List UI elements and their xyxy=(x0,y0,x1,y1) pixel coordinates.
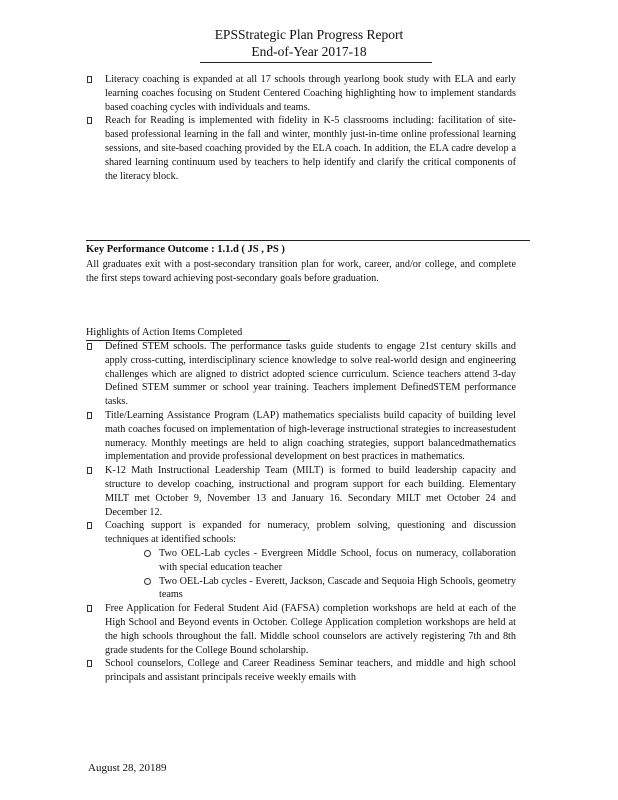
literacy-section xyxy=(86,73,516,183)
sub-bullet-text: Two OEL-Lab cycles - Evergreen Middle School, focus on numeracy, collaboration with special education teacher xyxy=(159,547,516,573)
sub-list-item xyxy=(86,575,516,603)
kpo-text: All graduates exit with a post-secondary transition plan for work, career, and/or college, and complete the first steps toward achieving post-secondary goals before graduation. xyxy=(86,259,516,284)
circle-bullet-icon xyxy=(144,578,151,585)
list-item xyxy=(86,519,516,547)
list-item xyxy=(86,602,516,657)
circle-bullet-icon xyxy=(144,550,151,557)
page-number: 9 xyxy=(161,762,167,774)
list-item xyxy=(86,114,516,183)
bullet-text: Title/Learning Assistance Program (LAP) mathematics specialists build capacity of building level math coaches focused on implementation of high-leverage instructional strategies to increasestudent numeracy. Monthly meetings are held to align coaching strategies, support balancedmathematics implementation and provide professional development on best practices in mathematics. xyxy=(105,409,516,463)
section-divider xyxy=(86,240,530,241)
list-item xyxy=(86,73,516,114)
bullet-box-icon xyxy=(87,76,92,83)
footer-date: August 28, 2018 xyxy=(88,762,162,774)
title-underline xyxy=(200,62,432,63)
bullet-box-icon xyxy=(87,343,92,350)
bullet-text: School counselors, College and Career Readiness Seminar teachers, and middle and high school principals and assistant principals receive weekly emails with xyxy=(105,658,516,684)
bullet-box-icon xyxy=(87,117,92,124)
bullet-text: K-12 Math Instructional Leadership Team (MILT) is formed to build leadership capacity and structure to develop coaching, instructional and program support for each building. Elementary MILT met October 9, November 13 and January 16. Secondary MILT met October 24 and December 12. xyxy=(105,465,516,518)
bullet-text: Reach for Reading is implemented with fidelity in K-5 classrooms including: facilitation of site-based professional learning in the fall and winter, monthly just-in-time online professional learning sessions, and site-based coaching provided by the ELA coach. In addition, the ELA cadre develop a shared learning continuum used by teachers to help identify and clarify the critical components of the literacy block. xyxy=(105,115,516,182)
bullet-text: Free Application for Federal Student Aid (FAFSA) completion workshops are held at each of the High School and Beyond events in October. College Application completion workshops are held at the high schools throughout the fall. Middle school counselors are actively registering 7th and 8th grade students for the College Bound scholarship. xyxy=(105,603,516,656)
highlights-heading: Highlights of Action Items Completed xyxy=(86,327,243,338)
page-footer xyxy=(88,762,167,774)
bullet-box-icon xyxy=(87,467,92,474)
bullet-text: Coaching support is expanded for numeracy, problem solving, questioning and discussion techniques at identified schools: xyxy=(105,520,516,546)
list-item xyxy=(86,340,516,409)
bullet-box-icon xyxy=(87,522,92,529)
list-item xyxy=(86,657,516,685)
report-subtitle: End-of-Year 2017-18 xyxy=(251,44,367,59)
bullet-text: Defined STEM schools. The performance tasks guide students to engage 21st century skills and apply cross-cutting, interdisciplinary science knowledge to solve real-world design and engineering challenges which are aligned to district adopted science curriculum. Science teachers attend 3-day Defined STEM summer or school year training. Teachers implement DefinedSTEM performance tasks. xyxy=(105,341,516,408)
sub-list-item xyxy=(86,547,516,575)
kpo-text-block xyxy=(86,258,516,286)
list-item xyxy=(86,464,516,519)
bullet-box-icon xyxy=(87,412,92,419)
bullet-box-icon xyxy=(87,605,92,612)
bullet-text: Literacy coaching is expanded at all 17 schools through yearlong book study with ELA and early learning coaches focusing on Student Centered Coaching highlighting how to implement standards based coaching cycles with individuals and teams. xyxy=(105,74,516,113)
bullet-box-icon xyxy=(87,660,92,667)
list-item xyxy=(86,409,516,464)
sub-bullet-text: Two OEL-Lab cycles - Everett, Jackson, Cascade and Sequoia High Schools, geometry teams xyxy=(159,575,516,601)
kpo-heading: Key Performance Outcome : 1.1.d ( JS , PS ) xyxy=(86,244,285,255)
report-title: EPSStrategic Plan Progress Report xyxy=(214,27,404,42)
highlights-section xyxy=(86,340,516,685)
